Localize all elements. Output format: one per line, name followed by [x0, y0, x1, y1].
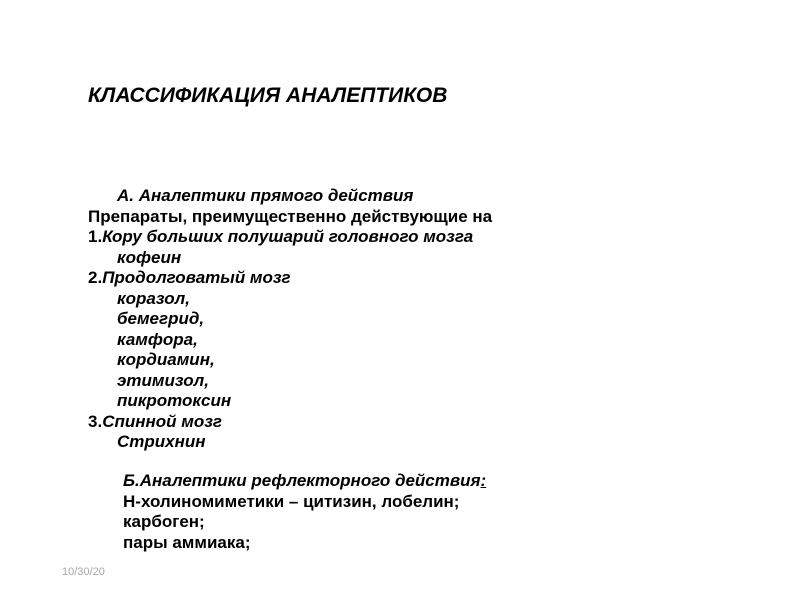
- footer-date: 10/30/20: [62, 566, 105, 578]
- group-1-label: Кору больших полушарий головного мозга: [102, 227, 474, 246]
- section-b-heading-text: Б.Аналептики рефлекторного действия: [123, 471, 481, 490]
- list-item: карбоген;: [123, 512, 205, 531]
- list-item: бемегрид,: [117, 309, 205, 328]
- slide-title: КЛАССИФИКАЦИЯ АНАЛЕПТИКОВ: [88, 84, 448, 107]
- group-2-number: 2.: [88, 268, 103, 287]
- group-3-header: [88, 412, 492, 433]
- list-item: пары аммиака;: [123, 532, 251, 552]
- section-a-intro: Препараты, преимущественно действующие на: [88, 206, 493, 226]
- group-2-label: Продолговатый мозг: [102, 268, 291, 287]
- list-item: кофеин: [117, 247, 182, 267]
- group-1-header: [88, 227, 492, 248]
- group-3-number: 3.: [88, 411, 103, 431]
- list-item: Стрихнин: [117, 432, 206, 451]
- list-item: пикротоксин: [117, 391, 232, 410]
- group-2-header: [88, 268, 492, 289]
- list-item: камфора,: [117, 329, 198, 349]
- list-item: коразол,: [117, 288, 190, 308]
- section-a: [88, 186, 492, 453]
- list-item: кордиамин,: [117, 350, 215, 369]
- section-b: [123, 471, 486, 553]
- group-3-label: Спинной мозг: [102, 411, 222, 431]
- list-item: Н-холиномиметики – цитизин, лобелин;: [123, 491, 460, 511]
- list-item: этимизол,: [117, 370, 209, 390]
- group-1-number: 1.: [88, 227, 103, 246]
- section-a-heading: А. Аналептики прямого действия: [117, 186, 414, 205]
- section-b-heading-colon: :: [480, 471, 487, 490]
- section-b-heading: [123, 471, 486, 492]
